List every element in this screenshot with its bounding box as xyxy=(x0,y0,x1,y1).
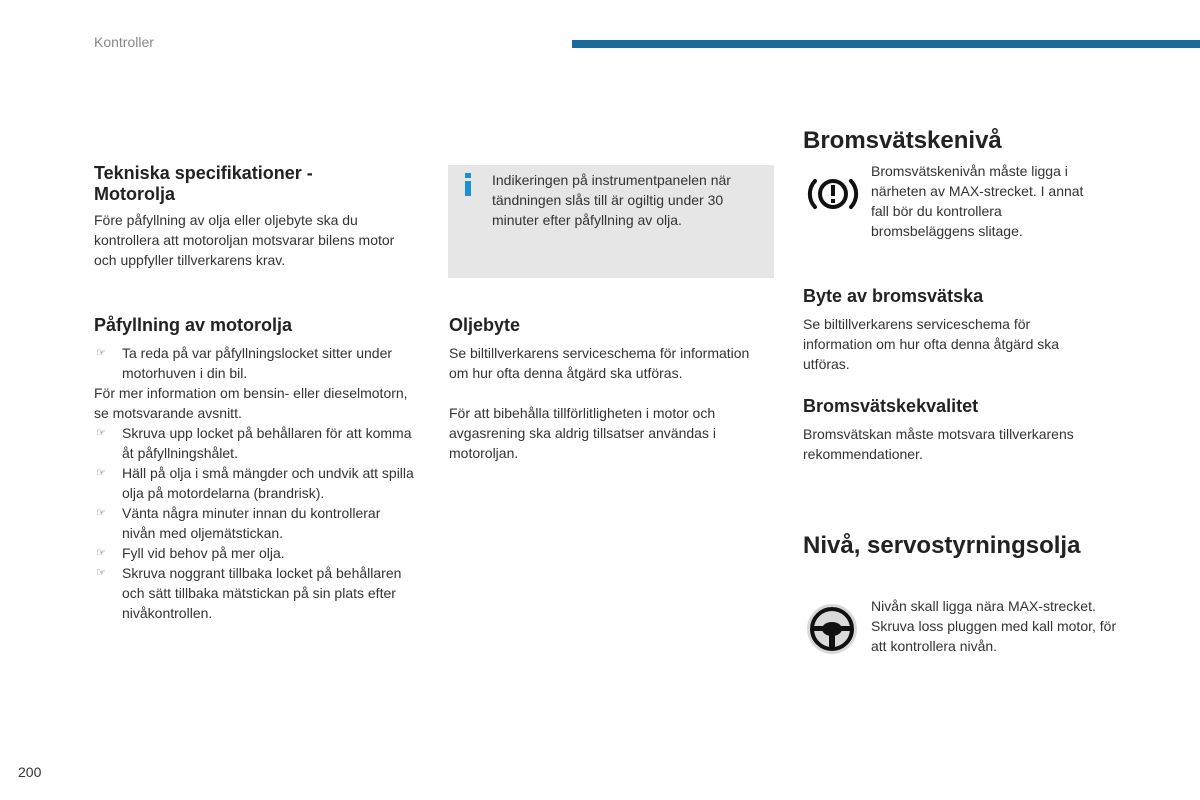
pointing-hand-icon: ☞ xyxy=(96,467,106,479)
oil-change-text-2: För att bibehålla tillförlitligheten i motor och avgasrening ska aldrig tillsatser användas i motoroljan. xyxy=(449,405,716,461)
section-header: Kontroller xyxy=(94,34,154,50)
tech-spec-text: Före påfyllning av olja eller oljebyte ska du kontrollera att motoroljan motsvarar bilens motor och uppfyller tillverkarens krav. xyxy=(94,212,395,268)
list-item: ☞ Skruva upp locket på behållaren för att komma åt påfyllningshålet. xyxy=(96,425,412,461)
info-note-text: Indikeringen på instrumentpanelen när tändningen slås till är ogiltig under 30 minuter efter påfyllning av olja. xyxy=(492,172,731,228)
power-steering-heading: Nivå, servostyrningsolja xyxy=(803,532,1081,559)
oil-change-heading: Oljebyte xyxy=(449,315,521,335)
list-item: ☞ Ta reda på var påfyllningslocket sitter under motorhuven i din bil. xyxy=(96,345,393,381)
page-number: 200 xyxy=(18,764,42,780)
pointing-hand-icon: ☞ xyxy=(96,427,106,439)
brake-fluid-heading: Bromsvätskenivå xyxy=(803,127,1002,154)
oil-change-text: Se biltillverkarens serviceschema för information om hur ofta denna åtgärd ska utföras. xyxy=(449,345,750,381)
pointing-hand-icon: ☞ xyxy=(96,567,106,579)
oil-fill-heading: Påfyllning av motorolja xyxy=(94,315,293,335)
brake-warning-icon xyxy=(803,165,863,223)
list-item: För mer information om bensin- eller dieselmotorn, se motsvarande avsnitt. xyxy=(94,385,408,421)
tech-spec-heading: Tekniska specifikationer - Motorolja xyxy=(94,163,313,204)
list-item: ☞ Häll på olja i små mängder och undvik att spilla olja på motordelarna (brandrisk). xyxy=(96,465,414,501)
oil-fill-steps xyxy=(94,343,414,623)
brake-fluid-text: Bromsvätskenivån måste ligga i närheten av MAX-strecket. I annat fall bör du kontrollera bromsbeläggens slitage. xyxy=(871,163,1084,239)
info-icon xyxy=(465,173,471,195)
brake-fluid-quality-text: Bromsvätskan måste motsvara tillverkarens rekommendationer. xyxy=(803,426,1074,462)
brake-fluid-quality-heading: Bromsvätskekvalitet xyxy=(803,396,979,416)
list-item: ☞ Vänta några minuter innan du kontrollerar nivån med oljemätstickan. xyxy=(96,505,381,541)
steering-wheel-icon xyxy=(803,600,863,658)
pointing-hand-icon: ☞ xyxy=(96,547,106,559)
header-accent-bar xyxy=(572,40,1200,48)
pointing-hand-icon: ☞ xyxy=(96,507,106,519)
pointing-hand-icon: ☞ xyxy=(96,347,106,359)
power-steering-text: Nivån skall ligga nära MAX-strecket. Skruva loss pluggen med kall motor, för att kontrollera nivån. xyxy=(871,598,1117,654)
info-note-box xyxy=(448,165,774,278)
list-item: ☞ Fyll vid behov på mer olja. xyxy=(96,545,285,561)
brake-fluid-change-text: Se biltillverkarens serviceschema för information om hur ofta denna åtgärd ska utföras. xyxy=(803,316,1060,372)
list-item: ☞ Skruva noggrant tillbaka locket på behållaren och sätt tillbaka mätstickan på sin plats efter nivåkontrollen. xyxy=(96,565,402,621)
brake-fluid-change-heading: Byte av bromsvätska xyxy=(803,286,984,306)
